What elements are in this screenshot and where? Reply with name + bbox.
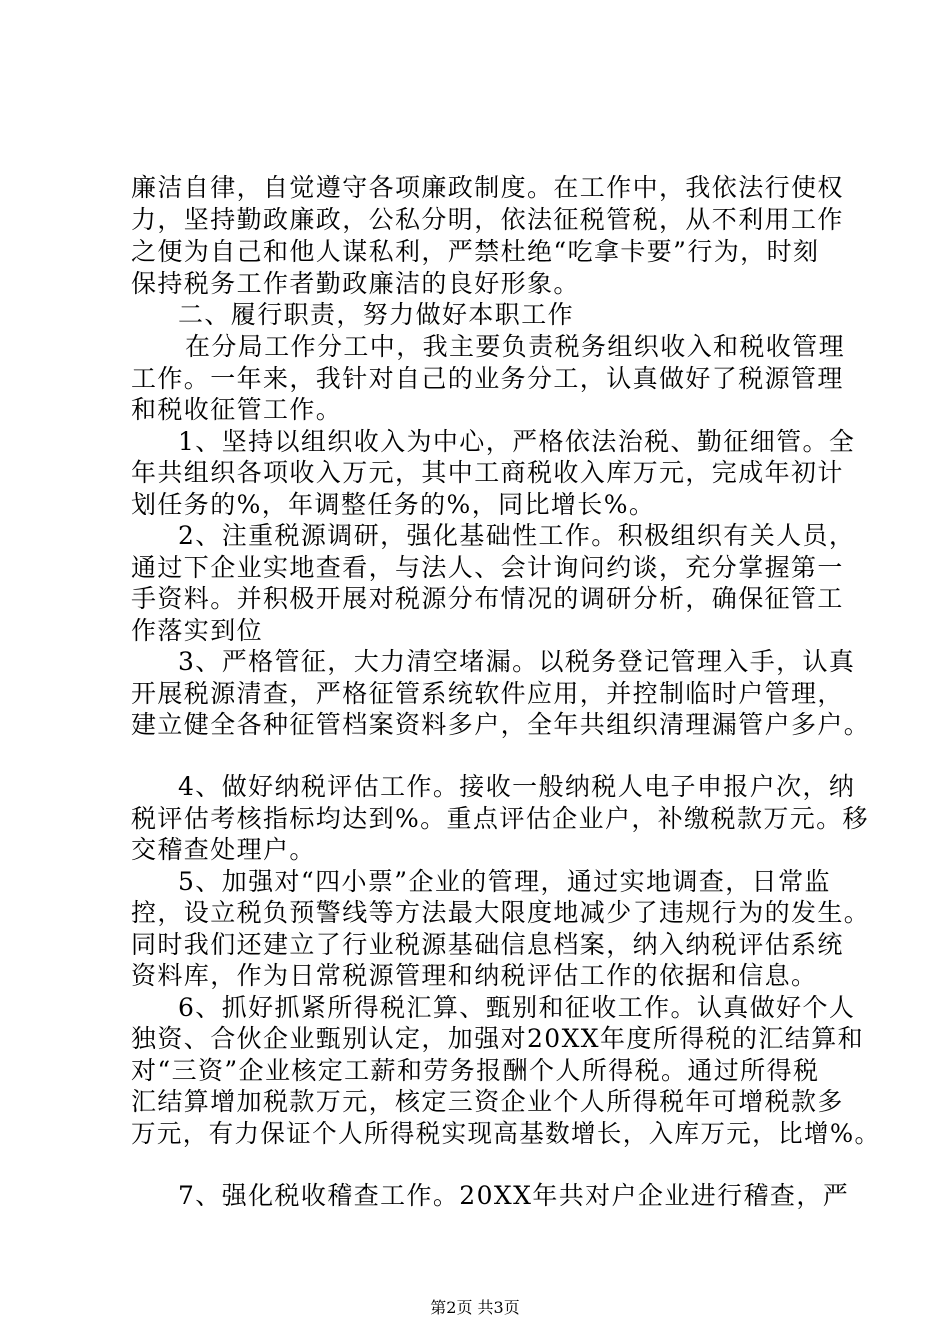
text-line: 作落实到位 bbox=[131, 616, 264, 645]
text-line: 廉洁自律，自觉遵守各项廉政制度。在工作中，我依法行使权 bbox=[131, 173, 844, 202]
page-footer: 第2页 共3页 bbox=[430, 1298, 520, 1317]
text-line: 之便为自己和他人谋私利，严禁杜绝“吃拿卡要”行为，时刻 bbox=[131, 237, 820, 266]
text-line: 工作。一年来，我针对自己的业务分工，认真做好了税源管理 bbox=[131, 364, 844, 393]
text-line: 通过下企业实地查看，与法人、会计询问约谈，充分掌握第一 bbox=[131, 553, 844, 582]
text-line: 力，坚持勤政廉政，公私分明，依法征税管税，从不利用工作 bbox=[131, 205, 844, 234]
text-line: 6、抓好抓紧所得税汇算、甄别和征收工作。认真做好个人 bbox=[178, 993, 856, 1022]
text-line: 手资料。并积极开展对税源分布情况的调研分析，确保征管工 bbox=[131, 584, 844, 613]
text-line: 对“三资”企业核定工薪和劳务报酬个人所得税。通过所得税 bbox=[131, 1056, 820, 1085]
text-line: 独资、合伙企业甄别认定，加强对20XX年度所得税的汇结算和 bbox=[131, 1024, 865, 1053]
text-line: 建立健全各种征管档案资料多户，全年共组织清理漏管户多户。 bbox=[131, 710, 871, 739]
text-line: 同时我们还建立了行业税源基础信息档案，纳入纳税评估系统 bbox=[131, 930, 844, 959]
text-line: 7、强化税收稽查工作。20XX年共对户企业进行稽查，严 bbox=[178, 1181, 850, 1210]
text-line: 开展税源清查，严格征管系统软件应用，并控制临时户管理， bbox=[131, 679, 844, 708]
text-line: 4、做好纳税评估工作。接收一般纳税人电子申报户次，纳 bbox=[178, 772, 856, 801]
text-line: 2、注重税源调研，强化基础性工作。积极组织有关人员， bbox=[178, 521, 856, 550]
text-line: 3、严格管征，大力清空堵漏。以税务登记管理入手，认真 bbox=[178, 647, 856, 676]
text-line: 和税收征管工作。 bbox=[131, 395, 343, 424]
text-line: 划任务的%，年调整任务的%，同比增长%。 bbox=[131, 490, 656, 519]
text-line: 万元，有力保证个人所得税实现高基数增长，入库万元，比增%。 bbox=[131, 1119, 881, 1148]
text-line: 税评估考核指标均达到%。重点评估企业户，补缴税款万元。移 bbox=[131, 804, 869, 833]
text-line: 在分局工作分工中，我主要负责税务组织收入和税收管理 bbox=[185, 332, 846, 361]
text-line: 保持税务工作者勤政廉洁的良好形象。 bbox=[131, 269, 580, 298]
text-line: 交稽查处理户。 bbox=[131, 835, 316, 864]
text-line: 控，设立税负预警线等方法最大限度地减少了违规行为的发生。 bbox=[131, 898, 871, 927]
text-line: 资料库，作为日常税源管理和纳税评估工作的依据和信息。 bbox=[131, 961, 818, 990]
section-heading: 二、履行职责，努力做好本职工作 bbox=[178, 300, 575, 329]
text-line: 汇结算增加税款万元，核定三资企业个人所得税年可增税款多 bbox=[131, 1087, 844, 1116]
text-line: 1、坚持以组织收入为中心，严格依法治税、勤征细管。全 bbox=[178, 427, 856, 456]
text-line: 年共组织各项收入万元，其中工商税收入库万元，完成年初计 bbox=[131, 458, 844, 487]
text-line: 5、加强对“四小票”企业的管理，通过实地调查，日常监 bbox=[178, 867, 831, 896]
